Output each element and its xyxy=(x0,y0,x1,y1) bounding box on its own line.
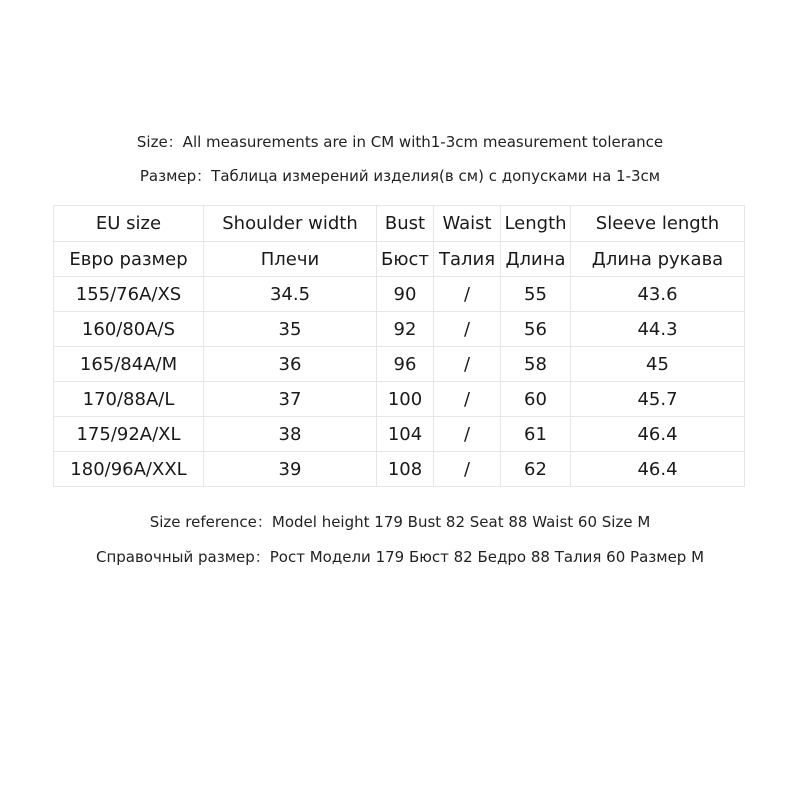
header-waist-ru: Талия xyxy=(434,242,501,277)
cell-bust: 96 xyxy=(377,347,434,382)
cell-eu-size: 170/88A/L xyxy=(54,382,204,417)
header-bust-ru: Бюст xyxy=(377,242,434,277)
cell-eu-size: 165/84A/M xyxy=(54,347,204,382)
cell-length: 61 xyxy=(501,417,571,452)
header-shoulder-width-ru: Плечи xyxy=(204,242,377,277)
table-row xyxy=(54,417,745,452)
header-sleeve-length: Sleeve length xyxy=(571,206,745,242)
cell-shoulder-width: 38 xyxy=(204,417,377,452)
header-row-en xyxy=(54,206,745,242)
size-reference-en: Size reference：Model height 179 Bust 82 Seat 88 Waist 60 Size M xyxy=(149,513,651,531)
cell-shoulder-width: 37 xyxy=(204,382,377,417)
cell-shoulder-width: 34.5 xyxy=(204,277,377,312)
header-shoulder-width: Shoulder width xyxy=(204,206,377,242)
header-sleeve-length-ru: Длина рукава xyxy=(571,242,745,277)
cell-length: 55 xyxy=(501,277,571,312)
header-waist: Waist xyxy=(434,206,501,242)
cell-eu-size: 155/76A/XS xyxy=(54,277,204,312)
cell-shoulder-width: 35 xyxy=(204,312,377,347)
tolerance-note-ru: Размер：Таблица измерений изделия(в см) с допусками на 1-3см xyxy=(139,167,661,185)
cell-length: 58 xyxy=(501,347,571,382)
size-table xyxy=(53,205,745,487)
cell-length: 60 xyxy=(501,382,571,417)
cell-bust: 92 xyxy=(377,312,434,347)
cell-bust: 108 xyxy=(377,452,434,487)
cell-bust: 104 xyxy=(377,417,434,452)
cell-shoulder-width: 39 xyxy=(204,452,377,487)
cell-waist: / xyxy=(434,417,501,452)
header-length: Length xyxy=(501,206,571,242)
cell-eu-size: 160/80A/S xyxy=(54,312,204,347)
cell-bust: 90 xyxy=(377,277,434,312)
table-row xyxy=(54,347,745,382)
cell-length: 62 xyxy=(501,452,571,487)
cell-sleeve-length: 45.7 xyxy=(571,382,745,417)
table-row xyxy=(54,452,745,487)
cell-waist: / xyxy=(434,312,501,347)
cell-bust: 100 xyxy=(377,382,434,417)
cell-sleeve-length: 43.6 xyxy=(571,277,745,312)
cell-eu-size: 175/92A/XL xyxy=(54,417,204,452)
cell-sleeve-length: 44.3 xyxy=(571,312,745,347)
cell-shoulder-width: 36 xyxy=(204,347,377,382)
cell-sleeve-length: 45 xyxy=(571,347,745,382)
cell-length: 56 xyxy=(501,312,571,347)
table-row xyxy=(54,312,745,347)
header-bust: Bust xyxy=(377,206,434,242)
cell-waist: / xyxy=(434,382,501,417)
header-eu-size-ru: Евро размер xyxy=(54,242,204,277)
cell-sleeve-length: 46.4 xyxy=(571,417,745,452)
cell-waist: / xyxy=(434,277,501,312)
table-row xyxy=(54,277,745,312)
cell-waist: / xyxy=(434,347,501,382)
cell-eu-size: 180/96A/XXL xyxy=(54,452,204,487)
size-reference-ru: Справочный размер：Рост Модели 179 Бюст 82 Бедро 88 Талия 60 Размер M xyxy=(95,548,705,566)
header-length-ru: Длина xyxy=(501,242,571,277)
tolerance-note-en: Size：All measurements are in CM with1-3cm measurement tolerance xyxy=(136,133,664,151)
header-row-ru xyxy=(54,242,745,277)
header-eu-size: EU size xyxy=(54,206,204,242)
table-row xyxy=(54,382,745,417)
cell-sleeve-length: 46.4 xyxy=(571,452,745,487)
cell-waist: / xyxy=(434,452,501,487)
